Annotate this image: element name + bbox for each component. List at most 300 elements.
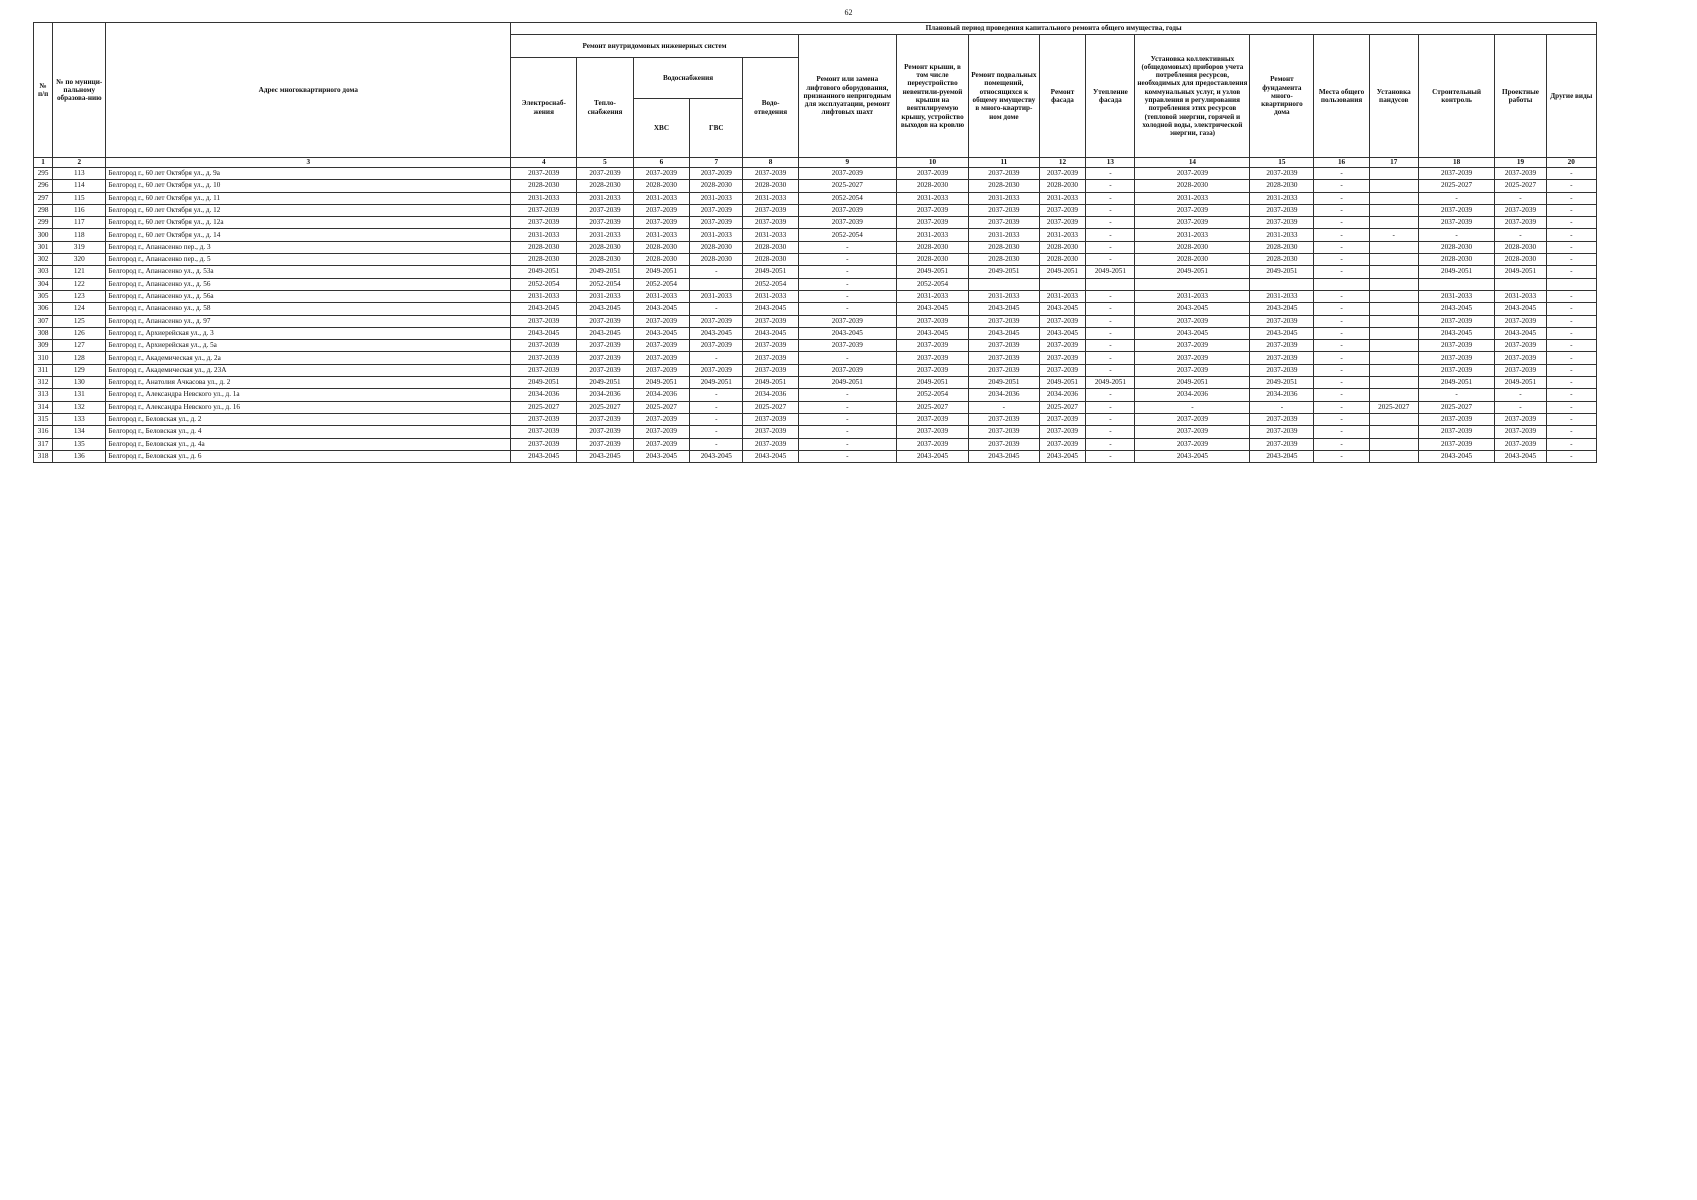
table-cell: 2052-2054 [896,278,968,290]
address-cell: Белгород г., 60 лет Октября ул., д. 10 [106,180,511,192]
table-cell: 2049-2051 [1495,377,1546,389]
header-cold-water: ХВС [633,99,689,158]
table-row [34,413,1597,425]
table-cell: 2037-2039 [577,315,633,327]
table-cell: 2025-2027 [1495,180,1546,192]
table-cell: 2037-2039 [1250,426,1314,438]
table-cell: 2031-2033 [1039,192,1086,204]
table-cell [1369,241,1418,253]
column-number: 16 [1314,158,1369,168]
table-cell [1369,413,1418,425]
table-cell: - [798,266,896,278]
table-cell: 2043-2045 [798,327,896,339]
header-facade-repair: Ремонт фасада [1039,35,1086,158]
table-cell: 2043-2045 [896,303,968,315]
table-row [34,303,1597,315]
table-cell: - [1314,180,1369,192]
table-cell: 124 [53,303,106,315]
table-cell: - [1546,204,1596,216]
table-cell: - [1314,389,1369,401]
table-cell: 2049-2051 [1418,377,1495,389]
table-cell: - [1314,229,1369,241]
table-cell: - [1086,352,1135,364]
table-cell: 2028-2030 [743,254,798,266]
table-cell: 2037-2039 [1135,217,1250,229]
table-cell: - [1086,401,1135,413]
table-cell: - [1546,266,1596,278]
table-row [34,168,1597,180]
table-cell: - [690,426,743,438]
table-cell: 2031-2033 [511,192,577,204]
header-construction-control: Строительный контроль [1418,35,1495,158]
table-cell [690,278,743,290]
column-number: 17 [1369,158,1418,168]
table-cell: 2037-2039 [1135,340,1250,352]
table-cell: 127 [53,340,106,352]
table-cell [1369,389,1418,401]
table-cell: 2037-2039 [1418,352,1495,364]
table-cell: - [1086,413,1135,425]
table-cell: 2043-2045 [1418,327,1495,339]
table-cell: 2049-2051 [1086,377,1135,389]
table-cell: 2037-2039 [1135,426,1250,438]
table-cell: 2037-2039 [1250,340,1314,352]
table-cell: 2037-2039 [511,438,577,450]
table-cell: 2043-2045 [1135,450,1250,462]
table-cell: - [798,254,896,266]
table-cell: - [1086,340,1135,352]
table-cell: 2043-2045 [1250,450,1314,462]
table-cell: 2037-2039 [969,340,1039,352]
table-cell: - [798,241,896,253]
table-cell: 2043-2045 [577,327,633,339]
table-cell: 2028-2030 [577,180,633,192]
table-cell: 2037-2039 [1418,426,1495,438]
table-cell [1369,303,1418,315]
table-cell: 2025-2027 [511,401,577,413]
table-cell: 2028-2030 [969,241,1039,253]
table-cell: 2037-2039 [896,340,968,352]
column-number: 8 [743,158,798,168]
header-design-work: Проектные работы [1495,35,1546,158]
address-cell: Белгород г., Архиерейская ул., д. 5а [106,340,511,352]
table-cell: 2049-2051 [1418,266,1495,278]
table-cell: 2037-2039 [633,413,689,425]
address-cell: Белгород г., Академическая ул., д. 23А [106,364,511,376]
table-cell: 313 [34,389,53,401]
address-cell: Белгород г., Апанасенко ул., д. 56 [106,278,511,290]
table-cell: 2037-2039 [1418,340,1495,352]
table-cell: - [1086,450,1135,462]
table-cell: 2037-2039 [896,217,968,229]
table-cell: - [690,389,743,401]
table-cell: 2043-2045 [1418,450,1495,462]
table-cell: - [1086,180,1135,192]
table-cell: 2031-2033 [690,192,743,204]
table-cell: 2037-2039 [511,352,577,364]
table-cell: 2028-2030 [1418,254,1495,266]
table-cell: 2037-2039 [1250,217,1314,229]
table-cell: 2049-2051 [1250,377,1314,389]
table-cell: - [1314,450,1369,462]
table-cell: 2049-2051 [1135,377,1250,389]
table-cell: - [798,450,896,462]
table-cell: - [1314,438,1369,450]
table-cell [1369,217,1418,229]
table-cell [1369,192,1418,204]
table-cell: 2028-2030 [896,180,968,192]
table-cell: 2037-2039 [798,315,896,327]
table-cell: - [1086,192,1135,204]
table-cell: 308 [34,327,53,339]
table-cell: 2037-2039 [1250,168,1314,180]
table-cell: 2028-2030 [1250,254,1314,266]
table-cell: 299 [34,217,53,229]
table-cell: 2037-2039 [896,204,968,216]
table-cell: 2049-2051 [511,266,577,278]
table-cell: 2037-2039 [1135,352,1250,364]
table-cell: 2028-2030 [743,241,798,253]
table-cell: - [798,438,896,450]
header-hot-water: ГВС [690,99,743,158]
table-cell: 2031-2033 [1418,290,1495,302]
table-cell: 2037-2039 [896,315,968,327]
table-cell: - [1314,204,1369,216]
column-number: 4 [511,158,577,168]
table-cell: 302 [34,254,53,266]
table-cell: 2037-2039 [1135,204,1250,216]
table-cell: 2028-2030 [1135,241,1250,253]
table-cell: - [1314,401,1369,413]
table-cell: - [1135,401,1250,413]
table-cell: 2028-2030 [1039,180,1086,192]
column-number: 11 [969,158,1039,168]
table-cell: 129 [53,364,106,376]
table-cell: - [798,303,896,315]
table-cell: 2037-2039 [743,217,798,229]
table-cell: 2037-2039 [633,217,689,229]
table-cell: 2028-2030 [969,254,1039,266]
table-cell: 2049-2051 [1039,266,1086,278]
table-cell: 136 [53,450,106,462]
table-cell: - [1314,340,1369,352]
table-cell: 2043-2045 [633,327,689,339]
table-cell: 2037-2039 [1039,364,1086,376]
address-cell: Белгород г., Архиерейская ул., д. 3 [106,327,511,339]
table-cell: 2031-2033 [1495,290,1546,302]
header-mun: № по муници-пальному образова-нию [53,23,106,158]
address-cell: Белгород г., Апанасенко ул., д. 97 [106,315,511,327]
table-cell: 2031-2033 [743,192,798,204]
table-cell: 2037-2039 [743,352,798,364]
table-cell: 314 [34,401,53,413]
table-cell: 2043-2045 [690,327,743,339]
table-cell: - [1086,254,1135,266]
table-cell: - [1546,254,1596,266]
table-cell [1546,278,1596,290]
column-number: 18 [1418,158,1495,168]
table-row [34,315,1597,327]
table-cell: 2043-2045 [969,303,1039,315]
table-cell [1369,266,1418,278]
table-cell: 2025-2027 [1369,401,1418,413]
table-cell: 2028-2030 [511,180,577,192]
table-cell: 2034-2036 [1250,389,1314,401]
table-cell: 114 [53,180,106,192]
table-cell: 2037-2039 [511,168,577,180]
table-cell: - [1086,364,1135,376]
table-cell: 2037-2039 [1250,364,1314,376]
table-cell: 2049-2051 [743,377,798,389]
table-cell: 130 [53,377,106,389]
table-cell: 2028-2030 [1250,241,1314,253]
table-cell: 309 [34,340,53,352]
table-cell: - [1546,401,1596,413]
table-cell: 2031-2033 [969,192,1039,204]
table-cell: 2031-2033 [577,290,633,302]
column-number: 3 [106,158,511,168]
table-cell: 2028-2030 [690,180,743,192]
header-n: № п/п [34,23,53,158]
table-cell: - [1314,315,1369,327]
table-cell: 2037-2039 [969,204,1039,216]
table-cell [1369,352,1418,364]
table-cell: 2037-2039 [1135,315,1250,327]
table-cell: 132 [53,401,106,413]
table-cell: 2031-2033 [969,290,1039,302]
table-cell [1369,438,1418,450]
table-cell: 2037-2039 [896,438,968,450]
table-cell: 2037-2039 [969,168,1039,180]
table-cell: 2037-2039 [511,413,577,425]
table-cell [1369,426,1418,438]
table-cell: 2052-2054 [511,278,577,290]
table-cell: 2037-2039 [1418,315,1495,327]
table-cell: 2043-2045 [577,303,633,315]
table-cell: 2037-2039 [511,364,577,376]
table-cell: 2037-2039 [633,426,689,438]
table-cell: 2052-2054 [896,389,968,401]
table-cell: - [690,266,743,278]
table-cell: - [798,389,896,401]
table-cell: - [1495,229,1546,241]
table-cell: 2037-2039 [633,315,689,327]
address-cell: Белгород г., Беловская ул., д. 4 [106,426,511,438]
table-cell: 2049-2051 [1086,266,1135,278]
table-cell: - [1546,168,1596,180]
column-number: 20 [1546,158,1596,168]
table-cell: 2037-2039 [969,438,1039,450]
column-number: 15 [1250,158,1314,168]
column-number: 13 [1086,158,1135,168]
header-water-supply: Водоснабжения [633,58,743,99]
table-cell: 113 [53,168,106,180]
table-cell: 2049-2051 [1135,266,1250,278]
address-cell: Белгород г., 60 лет Октября ул., д. 9а [106,168,511,180]
address-cell: Белгород г., Апанасенко пер., д. 5 [106,254,511,266]
table-cell [1314,278,1369,290]
table-cell: 2037-2039 [896,364,968,376]
table-cell: 2043-2045 [969,327,1039,339]
table-cell: - [1314,254,1369,266]
column-number: 2 [53,158,106,168]
table-cell: - [1546,450,1596,462]
table-cell: 2028-2030 [1418,241,1495,253]
header-sewer: Водо-отведения [743,58,798,158]
table-row [34,241,1597,253]
table-cell: 2043-2045 [1039,450,1086,462]
table-cell: 2037-2039 [1418,364,1495,376]
table-cell: - [1546,364,1596,376]
table-row [34,266,1597,278]
table-cell: - [1495,192,1546,204]
table-cell: 128 [53,352,106,364]
table-cell: - [1086,290,1135,302]
table-cell: 2028-2030 [896,241,968,253]
header-roof: Ремонт крыши, в том числе переустройство невентили-руемой крыши на вентилируемую крышу, устройство выходов на кровлю [896,35,968,158]
table-cell: - [690,303,743,315]
header-electric: Электроснаб-жения [511,58,577,158]
table-cell: 123 [53,290,106,302]
table-cell: 2037-2039 [1418,413,1495,425]
table-cell: - [1546,389,1596,401]
table-cell: 2037-2039 [969,315,1039,327]
table-cell: 2037-2039 [511,340,577,352]
table-cell: 2037-2039 [743,438,798,450]
table-cell: - [690,401,743,413]
table-cell: 126 [53,327,106,339]
header-other: Другие виды [1546,35,1596,158]
table-cell: 2028-2030 [633,254,689,266]
table-cell: 2025-2027 [1418,401,1495,413]
table-cell: 2031-2033 [1135,229,1250,241]
table-cell: 2037-2039 [577,168,633,180]
table-cell: - [1314,217,1369,229]
table-cell: 2037-2039 [690,217,743,229]
table-cell: 125 [53,315,106,327]
table-cell [1369,315,1418,327]
table-cell: 2037-2039 [1039,426,1086,438]
table-cell: 2031-2033 [690,290,743,302]
table-cell: 2037-2039 [1495,168,1546,180]
table-cell: 118 [53,229,106,241]
address-cell: Белгород г., Беловская ул., д. 4а [106,438,511,450]
table-cell: 2037-2039 [969,426,1039,438]
table-cell [1369,204,1418,216]
table-cell: 2028-2030 [1135,254,1250,266]
table-cell: - [798,401,896,413]
table-cell: 2031-2033 [1135,290,1250,302]
table-cell: - [798,290,896,302]
table-row [34,352,1597,364]
table-cell: 2034-2036 [511,389,577,401]
column-number: 14 [1135,158,1250,168]
table-cell: 2037-2039 [633,168,689,180]
table-cell: - [1546,352,1596,364]
table-cell: 2037-2039 [969,413,1039,425]
table-cell: - [1546,413,1596,425]
table-cell: 2028-2030 [690,241,743,253]
table-cell: 2043-2045 [511,450,577,462]
table-cell: 2037-2039 [690,340,743,352]
table-cell: 2043-2045 [1418,303,1495,315]
table-cell: 2031-2033 [633,229,689,241]
table-cell: 306 [34,303,53,315]
table-cell: 2037-2039 [1135,168,1250,180]
table-cell: 301 [34,241,53,253]
table-cell: 319 [53,241,106,253]
table-cell: 2049-2051 [1250,266,1314,278]
table-cell: 317 [34,438,53,450]
table-cell: 2034-2036 [577,389,633,401]
table-cell: - [969,401,1039,413]
address-cell: Белгород г., Апанасенко ул., д. 58 [106,303,511,315]
table-cell: 2037-2039 [798,168,896,180]
table-cell: 2043-2045 [969,450,1039,462]
table-row [34,401,1597,413]
table-cell: 2037-2039 [798,340,896,352]
table-row [34,192,1597,204]
table-cell: 2037-2039 [896,426,968,438]
table-cell: 2037-2039 [1250,413,1314,425]
table-cell: 2028-2030 [577,254,633,266]
table-cell: 2028-2030 [511,254,577,266]
table-cell: 2031-2033 [511,290,577,302]
table-cell: 2025-2027 [1039,401,1086,413]
header-lift: Ремонт или замена лифтового оборудования, признанного непригодным для эксплуатации, ремонт лифтовых шахт [798,35,896,158]
table-cell [1250,278,1314,290]
table-cell: 2049-2051 [1039,377,1086,389]
column-number: 12 [1039,158,1086,168]
table-cell: - [1418,229,1495,241]
table-cell: 2037-2039 [798,364,896,376]
table-cell: 2037-2039 [896,168,968,180]
table-cell: 2043-2045 [743,303,798,315]
table-cell: 2034-2036 [969,389,1039,401]
header-common-areas: Места общего пользования [1314,35,1369,158]
table-cell: 2031-2033 [633,192,689,204]
address-cell: Белгород г., Анатолия Ачкасова ул., д. 2 [106,377,511,389]
table-cell: 2037-2039 [577,204,633,216]
table-cell: 117 [53,217,106,229]
table-cell: 2025-2027 [633,401,689,413]
table-cell: 311 [34,364,53,376]
table-row [34,278,1597,290]
table-cell: 2043-2045 [743,450,798,462]
table-cell: 2031-2033 [1250,192,1314,204]
table-cell: 2037-2039 [633,364,689,376]
table-cell: 2049-2051 [577,266,633,278]
table-cell: 2037-2039 [577,426,633,438]
table-cell [1369,254,1418,266]
header-heat: Тепло-снабжения [577,58,633,158]
table-cell: 2037-2039 [743,168,798,180]
address-cell: Белгород г., Александра Невского ул., д. 1а [106,389,511,401]
table-cell: 2031-2033 [896,290,968,302]
table-cell: 2043-2045 [511,327,577,339]
table-cell: 2037-2039 [1495,413,1546,425]
table-cell: 320 [53,254,106,266]
table-cell: 2037-2039 [1135,413,1250,425]
table-cell: 2028-2030 [1495,254,1546,266]
table-cell: 2034-2036 [743,389,798,401]
table-cell: 2052-2054 [798,229,896,241]
table-cell: 133 [53,413,106,425]
table-cell: 2037-2039 [1250,204,1314,216]
table-cell: 2049-2051 [511,377,577,389]
table-cell [1039,278,1086,290]
table-cell [1369,450,1418,462]
